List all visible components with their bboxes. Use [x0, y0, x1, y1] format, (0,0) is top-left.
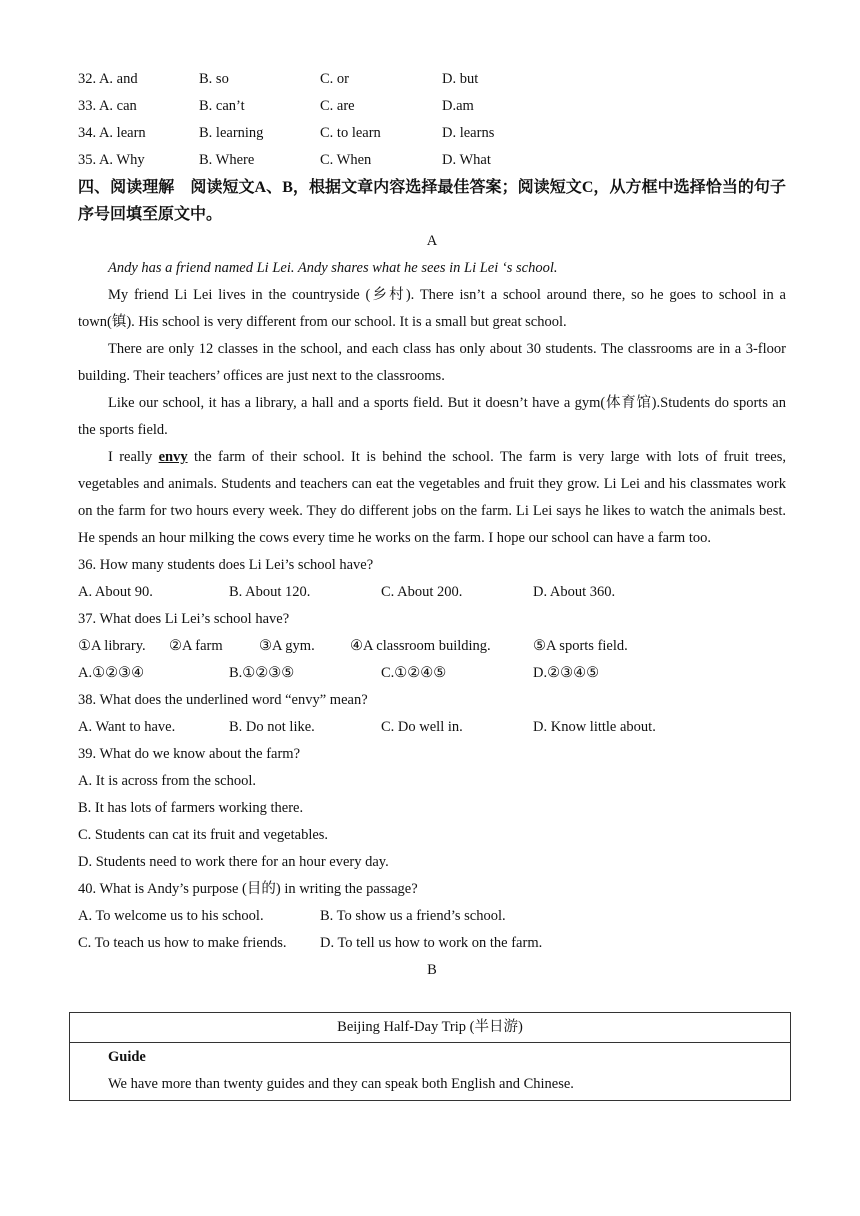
- option-b: B. About 120.: [229, 584, 311, 600]
- passage-a-intro: Andy has a friend named Li Lei. Andy shares what he sees in Li Lei ‘s school.: [108, 260, 558, 276]
- option-b: B. To show us a friend’s school.: [320, 908, 506, 924]
- option-b: B.①②③⑤: [229, 665, 295, 681]
- question-37-items: [78, 633, 786, 660]
- item-4: ④A classroom building.: [350, 638, 491, 654]
- item-5: ⑤A sports field.: [533, 638, 628, 654]
- option-d: D. To tell us how to work on the farm.: [320, 935, 543, 951]
- question-40-options-ab: [78, 903, 786, 930]
- option-c: C. To teach us how to make friends.: [78, 935, 287, 951]
- question-40-options-cd: [78, 930, 786, 957]
- option-d: D. Know little about.: [533, 719, 656, 735]
- option-a: 33. A. can: [78, 98, 137, 114]
- paragraph-text: I really: [108, 449, 159, 465]
- option-c: C. When: [320, 152, 372, 168]
- cloze-row-32: [78, 66, 786, 93]
- question-37-options: [78, 660, 786, 687]
- option-c: C. or: [320, 71, 349, 87]
- option-b: B. Do not like.: [229, 719, 315, 735]
- question-38-options: [78, 714, 786, 741]
- question-39-option-c: C. Students can cat its fruit and vegetables.: [78, 827, 329, 843]
- option-d: D. but: [442, 71, 479, 87]
- passage-a-paragraph-2: There are only 12 classes in the school, and each class has only about 30 students. The classrooms are in a 3-floor building. Their teachers’ offices are just next to the classrooms.: [78, 341, 786, 384]
- passage-a-paragraph-4: [78, 444, 786, 552]
- cloze-row-35: [78, 147, 786, 174]
- question-36-stem: 36. How many students does Li Lei’s school have?: [78, 557, 374, 573]
- question-36-options: [78, 579, 786, 606]
- option-b: B. so: [199, 71, 229, 87]
- passage-a-paragraph-1: My friend Li Lei lives in the countryside (乡村). There isn’t a school around there, so he goes to school in a town(镇). His school is very different from our school. It is a small but great school.: [78, 287, 786, 330]
- guide-heading: Guide: [108, 1049, 146, 1065]
- option-b: B. can’t: [199, 98, 245, 114]
- option-a: 32. A. and: [78, 71, 138, 87]
- option-c: C.①②④⑤: [381, 665, 447, 681]
- question-39-stem: 39. What do we know about the farm?: [78, 746, 301, 762]
- option-d: D.am: [442, 98, 474, 114]
- cloze-options: [78, 66, 786, 174]
- cloze-row-33: [78, 93, 786, 120]
- trip-info-box: [69, 1012, 791, 1101]
- option-b: B. Where: [199, 152, 255, 168]
- question-39-option-d: D. Students need to work there for an hour every day.: [78, 854, 389, 870]
- question-38-stem: 38. What does the underlined word “envy” mean?: [78, 692, 368, 708]
- paragraph-text: the farm of their school. It is behind the school. The farm is very large with lots of fruit trees, vegetables and animals. Students and teachers can eat the vegetables and fruit they grow. Li Lei and his classmates work on the farm for two hours every week. They do different jobs on the farm. Li Lei says he likes to watch the animals best. He spends an hour milking the cows every time he works on the farm. I hope our school can have a farm too.: [78, 449, 787, 546]
- option-c: C. About 200.: [381, 584, 463, 600]
- exam-page: [78, 66, 786, 984]
- question-39-option-b: B. It has lots of farmers working there.: [78, 800, 304, 816]
- option-d: D. About 360.: [533, 584, 616, 600]
- question-40-stem: 40. What is Andy’s purpose (目的) in writing the passage?: [78, 881, 418, 897]
- option-d: D.②③④⑤: [533, 665, 600, 681]
- option-d: D. What: [442, 152, 491, 168]
- option-a: A. Want to have.: [78, 719, 176, 735]
- option-a: 34. A. learn: [78, 125, 146, 141]
- question-37-stem: 37. What does Li Lei’s school have?: [78, 611, 290, 627]
- option-c: C. Do well in.: [381, 719, 463, 735]
- option-a: A.①②③④: [78, 665, 145, 681]
- item-1: ①A library.: [78, 638, 146, 654]
- passage-b-label: B: [427, 962, 437, 978]
- trip-box-title: Beijing Half-Day Trip (半日游): [70, 1013, 790, 1043]
- item-3: ③A gym.: [259, 638, 315, 654]
- question-39-option-a: A. It is across from the school.: [78, 773, 256, 789]
- item-2: ②A farm: [169, 638, 223, 654]
- passage-a-label: A: [426, 233, 438, 249]
- cloze-row-34: [78, 120, 786, 147]
- option-d: D. learns: [442, 125, 495, 141]
- passage-a-paragraph-3: Like our school, it has a library, a hall and a sports field. But it doesn’t have a gym(体育馆).Students do sports an the sports field.: [78, 395, 786, 438]
- option-a: A. About 90.: [78, 584, 153, 600]
- section-heading: 四、阅读理解 阅读短文A、B，根据文章内容选择最佳答案；阅读短文C，从方框中选择恰当的句子序号回填至原文中。: [78, 179, 786, 223]
- option-a: A. To welcome us to his school.: [78, 908, 264, 924]
- option-b: B. learning: [199, 125, 264, 141]
- guide-text: We have more than twenty guides and they can speak both English and Chinese.: [108, 1076, 574, 1092]
- option-c: C. are: [320, 98, 355, 114]
- trip-box-body: [70, 1043, 790, 1100]
- option-c: C. to learn: [320, 125, 381, 141]
- option-a: 35. A. Why: [78, 152, 145, 168]
- underlined-word: envy: [158, 449, 188, 465]
